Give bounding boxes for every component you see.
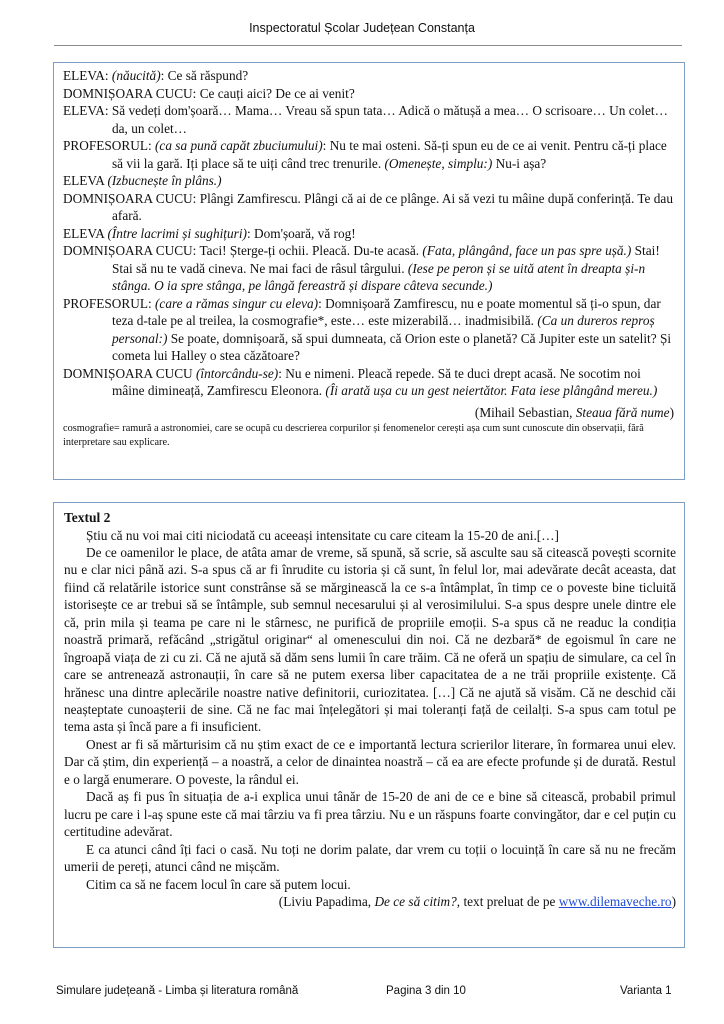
paragraph: Citim ca să ne facem locul în care să putem locui. [86, 876, 351, 892]
dialogue-line [63, 67, 676, 85]
text-2-source [64, 893, 676, 911]
speaker-name: PROFESORUL: [63, 295, 155, 311]
speaker-name: DOMNIȘOARA CUCU [63, 365, 196, 381]
dialogue-line [63, 365, 676, 400]
footer-variant: Varianta 1 [620, 985, 672, 997]
line-text: : Ce să răspund? [160, 68, 249, 83]
dialogue-line [63, 102, 676, 137]
footer-exam-title: Simulare județeană - Limba și literatura română [56, 985, 299, 997]
source-close: ) [669, 404, 674, 420]
paragraph: Știu că nu voi mai citi niciodată cu aceeași intensitate cu care citeam la 15-20 de ani.[…] [86, 527, 559, 543]
source-close: ) [671, 894, 676, 910]
speaker-name: DOMNIȘOARA CUCU: [63, 190, 200, 206]
stage-direction: (care a rămas singur cu eleva) [155, 295, 319, 311]
speaker-name: ELEVA: [63, 68, 112, 83]
dialogue-line [63, 137, 676, 172]
dialogue-line [63, 190, 676, 225]
line-text: : Domnișoară Zamfirescu, nu e poate momentul să ți-o spun, dar teza d-tale pe al treilea, la cosmografie*, este… este mizerabilă… inadmisibilă. [112, 295, 661, 328]
footnote: cosmografie= ramură a astronomiei, care se ocupă cu descrierea corpurilor și fenomenelor cerești așa cum sunt cunoscute din observații, fără interpretare sau explicare. [63, 423, 644, 448]
source-work-title: De ce să citim? [374, 894, 457, 910]
speaker-name: ELEVA: [63, 103, 112, 118]
line-text: : Dom'șoară, vă rog! [246, 225, 356, 241]
stage-direction: (Fata, plângând, face un pas spre ușă.) [422, 243, 632, 258]
stage-direction: (Între lacrimi și sughițuri) [107, 225, 247, 241]
source-text: , text preluat de pe [456, 894, 559, 910]
paragraph: De ce oamenilor le place, de atâta amar de vreme, să spună, să scrie, să asculte sau să citească povești scornite nu e clar nici până azi. S-a spus că ar fi înrudite cu istoria și că sunt, în felul lor, mai adevărate decât aceasta, dat fiind că relatările istorice sunt constrânse să se mărginească la ce s-a întâmplat, în timp ce o poveste bine ticluită istorisește ce ar trebui să se întâmple, sub semnul necesarului și al verosimilului. S-a spus despre unele dintre ele că, prin mila și teama pe care ni le stârnesc, ne purifică de propriile emoții. S-a spus că ne readuc la condiția noastră primară, refăcând „strigătul originar“ al omenescului din noi. Că ne dezbară* de egoismul în care ne îngroapă viața de zi cu zi. Că ne ajută să dăm sens lumii în care trăim. Că ne oferă un spațiu de simulare, ca cel în care se antrenează astronauții, în care să ne putem exersa liber capacitatea de a ne trăi propriile existențe. Că hrănesc una dintre aplecările noastre native definitorii, curiozitatea. […] Că ne ajută să visăm. Că ne deschid căi neașteptate cunoașterii de sine. Că ne fac mai înțelegători și mai toleranți față de ceilalți. S-a spus cam totul pe tema asta și încă pare a fi insuficient. [64, 544, 676, 735]
stage-direction: (Îi arată ușa cu un gest neiertător. Fata iese plângând mereu.) [325, 383, 658, 398]
speaker-name: PROFESORUL: [63, 138, 155, 153]
line-text: Stai! Stai să nu te vadă cineva. Ne mai faci de râsul târgului. [112, 243, 660, 276]
speaker-name: ELEVA [63, 225, 108, 241]
stage-direction: (ca sa pună capăt zbuciumului) [155, 138, 323, 153]
header-divider [54, 45, 682, 46]
dialogue-line [63, 172, 676, 190]
stage-direction: (Iese pe peron și se uită atent în dreapta și-n stânga. O ia spre stânga, pe lângă fereastră și dispare câteva secunde.) [112, 260, 646, 293]
dialogue-line [63, 242, 676, 295]
text-2-box [53, 502, 685, 948]
text-2-title: Textul 2 [64, 510, 111, 525]
dialogue-line [63, 225, 676, 243]
speaker-name: ELEVA [63, 173, 108, 188]
line-text: : Nu te mai osteni. Să-ți spun eu de ce ai venit. Pentru că-ți place să vii la gară. Iți place să te uiți când trec trenurile. [112, 138, 667, 171]
line-text: Nu-i așa? [492, 155, 547, 171]
line-text: : Nu e nimeni. Pleacă repede. Să te duci drept acasă. Ne socotim noi mâine dimineață, Zamfirescu Eleonora. [112, 365, 641, 398]
line-text: Ce cauți aici? De ce ai venit? [199, 85, 355, 101]
source-work-title: Steaua fără nume [575, 404, 670, 420]
speaker-name: DOMNIȘOARA CUCU: [63, 243, 200, 258]
page-header-title: Inspectoratul Școlar Județean Constanța [249, 21, 475, 35]
stage-direction: (Omenește, simplu:) [384, 155, 493, 171]
footer-page-number: Pagina 3 din 10 [386, 985, 466, 997]
stage-direction: (Ca un dureros reproș personal:) [112, 313, 655, 346]
line-text: Taci! Șterge-ți ochii. Pleacă. Du-te acasă. [199, 243, 423, 258]
dialogue-line [63, 295, 676, 365]
line-text: Să vedeți dom'șoară… Mama… Vreau să spun tata… Adică o mătușă a mea… O scrisoare… Un colet… da, un colet… [111, 103, 668, 136]
paragraph: Onest ar fi să mărturisim că nu știm exact de ce e importantă lectura scrierilor literare, în formarea unui elev. Dar că știm, din experiență – a noastră, a celor de dinaintea noastră – că ea are efecte profunde și de durată. Restul e o largă enumerare. O poveste, la rândul ei. [64, 736, 676, 787]
stage-direction: (năucită) [111, 68, 161, 83]
line-text: Plângi Zamfirescu. Plângi că ai de ce plânge. Ai să vezi tu mâine după conferință. Te dau afară. [112, 190, 673, 223]
stage-direction: (Izbucnește în plâns.) [107, 173, 222, 188]
line-text: Se poate, domnișoară, să spui dumneata, că Orion este o planetă? Că Jupiter este un satelit? Și cometa lui Halley o stea căzătoare? [112, 330, 672, 363]
excerpt-1-source [63, 404, 676, 422]
source-link[interactable]: www.dilemaveche.ro [558, 894, 672, 910]
excerpt-1-box [53, 62, 685, 480]
source-author: (Liviu Papadima, [278, 894, 375, 910]
speaker-name: DOMNIȘOARA CUCU: [63, 85, 200, 101]
paragraph: Dacă aș fi pus în situația de a-i explica unui tânăr de 15-20 de ani de ce e bine să citească, probabil primul lucru pe care i l-aș spune este că mai târziu va fi prea târziu. Nu e un răspuns foarte convingător, dar e cel puțin cu certitudine adevărat. [64, 789, 676, 840]
source-author: (Mihail Sebastian, [474, 404, 576, 420]
paragraph: E ca atunci când îți faci o casă. Nu toți ne dorim palate, dar vrem cu toții o locuință în care să nu ne frecăm umerii de pereți, atunci când ne mișcăm. [64, 841, 676, 875]
dialogue-line [63, 85, 676, 103]
stage-direction: (întorcându-se) [196, 365, 279, 381]
